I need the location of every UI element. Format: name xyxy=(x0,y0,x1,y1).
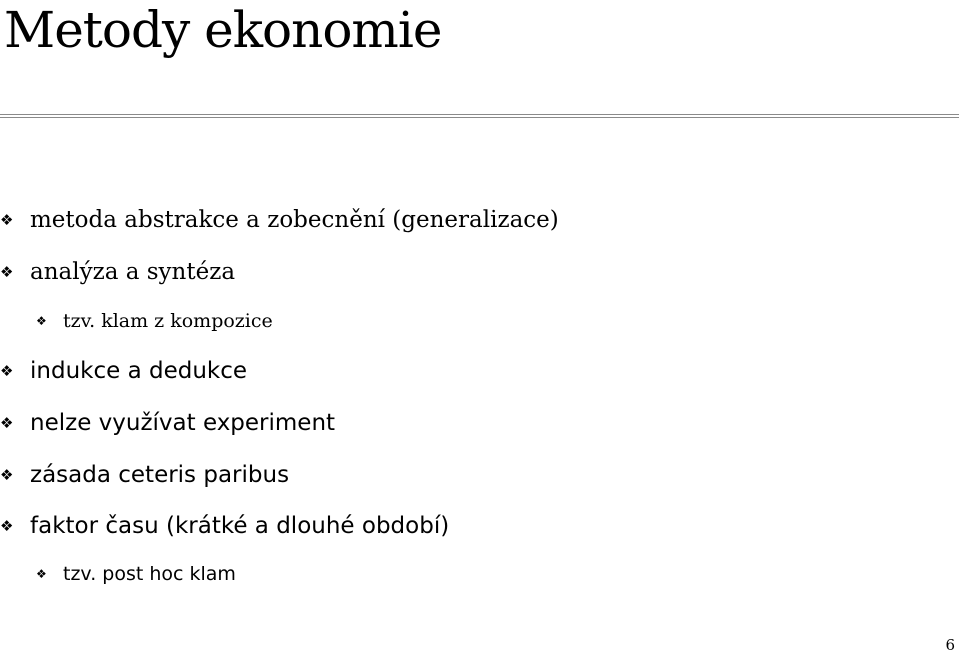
list-item-text: metoda abstrakce a zobecnění (generalizace) xyxy=(30,207,559,233)
bullet-icon: ❖ xyxy=(36,567,47,581)
list-item-text: zásada ceteris paribus xyxy=(30,462,290,488)
bullet-icon: ❖ xyxy=(0,211,14,229)
slide-title: Metody ekonomie xyxy=(4,1,442,59)
list-item-text: analýza a syntéza xyxy=(30,259,236,285)
bullet-icon: ❖ xyxy=(0,414,14,432)
bullet-icon: ❖ xyxy=(0,517,14,535)
bullet-icon: ❖ xyxy=(0,362,14,380)
title-divider-bottom xyxy=(0,117,959,118)
list-item-text: indukce a dedukce xyxy=(30,358,248,384)
list-item-text: tzv. post hoc klam xyxy=(63,563,236,585)
bullet-icon: ❖ xyxy=(0,263,14,281)
title-divider-top xyxy=(0,114,959,115)
bullet-icon: ❖ xyxy=(36,314,47,328)
list-item-text: tzv. klam z kompozice xyxy=(63,310,273,332)
bullet-icon: ❖ xyxy=(0,466,14,484)
page-number: 6 xyxy=(945,636,955,654)
list-item-text: faktor času (krátké a dlouhé období) xyxy=(30,513,450,539)
list-item-text: nelze využívat experiment xyxy=(30,410,336,436)
